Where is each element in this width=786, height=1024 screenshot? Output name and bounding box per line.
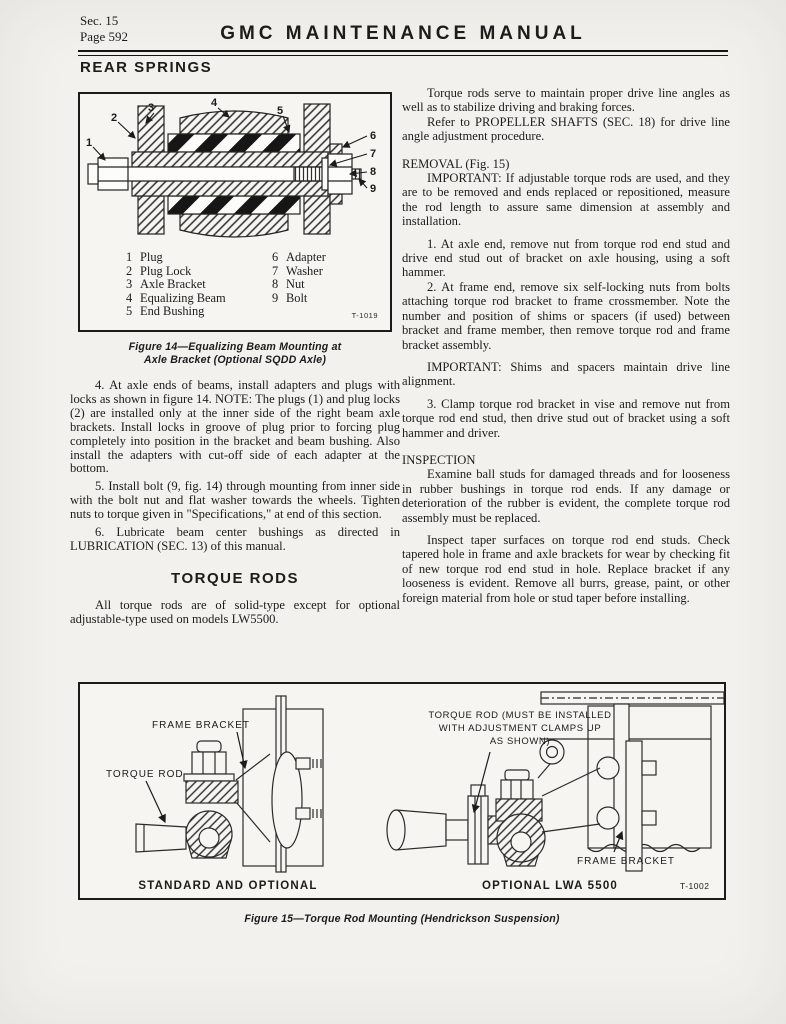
figure15-drawing — [80, 684, 724, 898]
manual-title: GMC MAINTENANCE MANUAL — [220, 23, 586, 44]
fig15-left-panel-title: STANDARD AND OPTIONAL — [138, 880, 318, 892]
paragraph-step5: 5. Install bolt (9, fig. 14) through mounting from inner side with the bolt nut and flat washer towards the wheels. Tighten nuts to torque given in "Specifications," at end of this section. — [70, 479, 400, 522]
fig14-callout-7: 7 — [370, 148, 377, 160]
section-heading: REAR SPRINGS — [80, 59, 213, 76]
fig15-right-note-line2: WITH ADJUSTMENT CLAMPS UP — [438, 723, 602, 734]
paragraph-step4: 4. At axle ends of beams, install adapters and plugs with locks as shown in figure 14. NOTE: The plugs (1) and plug locks (2) are installed only at the inner side of the right beam axle brackets. Install locks in groove of plug prior to forcing plug completely into position in the bracket and beam bushing. Also install the adapters with cut-off side of each adapter at the bottom. — [70, 378, 400, 476]
torque-rods-heading: TORQUE RODS — [171, 569, 299, 587]
part-item: 7 Washer — [272, 263, 323, 278]
fig15-right-frame-bracket-label: FRAME BRACKET — [577, 856, 676, 867]
removal-heading: REMOVAL (Fig. 15) — [402, 156, 510, 171]
inspection-para1: Examine ball studs for damaged threads and for looseness in rubber bushings in torque rod ends. If any damage or deterioration of the rubber is evident, the complete torque rod assembly must be replaced. — [402, 467, 730, 525]
inspection-para2: Inspect taper surfaces on torque rod end studs. Check tapered hole in frame and axle brackets for wear by checking fit of new torque rod end stud in hole. Replace bracket if any looseness is evident. Remove all burrs, grease, paint, or other foreign material from hole or stud taper before installing. — [402, 532, 730, 605]
figure14-box — [78, 92, 392, 332]
fig15-right-note-line1: TORQUE ROD (MUST BE INSTALLED — [428, 710, 612, 721]
torque-rods-intro: All torque rods are of solid-type except for optional adjustable-type used on models LW5500. — [70, 597, 400, 626]
paragraph-step1: 1. At axle end, remove nut from torque rod end stud and drive end stud out of bracket on axle housing, using a soft hammer. — [402, 236, 730, 280]
removal-important-note: IMPORTANT: If adjustable torque rods are used, and they are to be removed and ends replaced or repositioned, measure the rod length to assure same dimension at assembly and installation. — [402, 171, 730, 229]
fig14-callout-6: 6 — [370, 130, 377, 142]
part-item: 8 Nut — [272, 277, 305, 292]
figure14-plate-id: T-1019 — [351, 311, 378, 320]
figure14-caption: Figure 14—Equalizing Beam Mounting at Axle Bracket (Optional SQDD Axle) — [128, 341, 342, 366]
part-item: 6 Adapter — [272, 250, 326, 264]
fig14-callout-3: 3 — [148, 102, 155, 114]
important-note: IMPORTANT: Shims and spacers maintain drive line alignment. — [402, 359, 730, 389]
part-item: 2 Plug Lock — [126, 263, 192, 278]
inspection-heading: INSPECTION — [402, 452, 476, 467]
part-item: 5 End Bushing — [126, 304, 205, 319]
figure14-parts-right — [272, 251, 326, 305]
page-number: Page 592 — [80, 29, 129, 44]
fig14-callout-8: 8 — [370, 166, 377, 178]
fig14-callout-4: 4 — [211, 97, 218, 109]
figure15-box — [78, 682, 726, 900]
paragraph-step6: 6. Lubricate beam center bushings as directed in LUBRICATION (SEC. 13) of this manual. — [70, 525, 400, 553]
fig15-left-torque-rod-label: TORQUE ROD — [106, 769, 184, 780]
part-item: 1 Plug — [126, 250, 163, 264]
paragraph-intro1: Torque rods serve to maintain proper drive line angles as well as to stabilize driving and braking forces. — [402, 86, 730, 115]
part-item: 9 Bolt — [272, 290, 308, 305]
right-column — [402, 86, 730, 605]
section-number: Sec. 15 — [80, 13, 119, 28]
fig15-right-note-line3: AS SHOWN) — [489, 736, 551, 747]
fig15-right-panel-title: OPTIONAL LWA 5500 — [481, 880, 619, 892]
paragraph-step2: 2. At frame end, remove six self-locking nuts from bolts attaching torque rod bracket to frame crossmember. Note the number and position of shims or spacers (if used) between bracket and frame member, then remove torque rod and frame bracket assembly. — [402, 279, 730, 352]
fig14-callout-1: 1 — [86, 137, 93, 149]
figure15-plate-id: T-1002 — [680, 881, 710, 891]
paragraph-intro2: Refer to PROPELLER SHAFTS (SEC. 18) for drive line angle adjustment procedure. — [402, 114, 730, 144]
figure14-parts-left — [126, 251, 226, 319]
part-item: 4 Equalizing Beam — [126, 290, 226, 305]
fig14-callout-2: 2 — [111, 112, 118, 124]
fig14-callout-5: 5 — [277, 105, 284, 117]
left-column — [70, 379, 400, 627]
fig15-left-frame-bracket-label: FRAME BRACKET — [152, 720, 251, 731]
paragraph-step3: 3. Clamp torque rod bracket in vise and remove nut from torque rod end stud, then drive stud out of bracket using a soft hammer and driver. — [402, 396, 730, 440]
figure14-drawing — [80, 94, 390, 244]
fig14-callout-9: 9 — [370, 183, 377, 195]
figure15-caption: Figure 15—Torque Rod Mounting (Hendrickson Suspension) — [244, 913, 560, 925]
header-rule — [78, 50, 728, 56]
part-item: 3 Axle Bracket — [126, 277, 206, 292]
